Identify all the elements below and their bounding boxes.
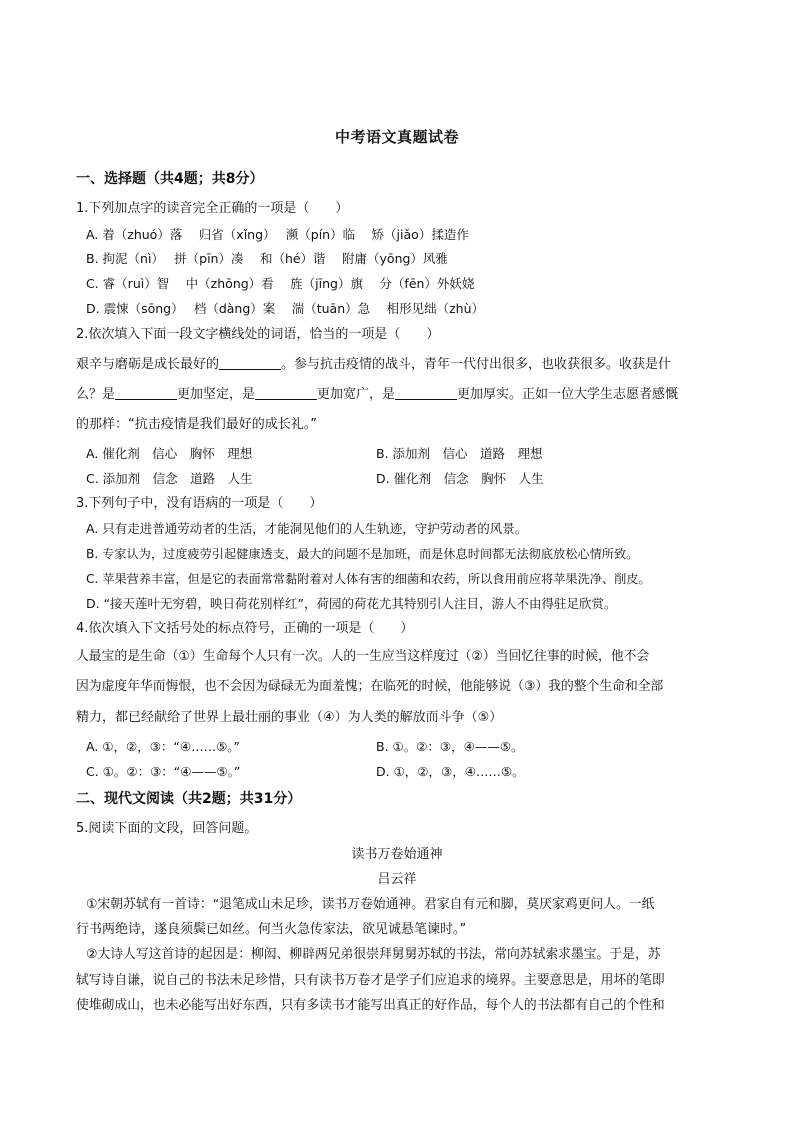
question-2-option-b: B. 添加剂 信心 道路 理想: [376, 446, 543, 461]
section-heading-choice: 一、选择题（共4题；共8分）: [76, 171, 264, 187]
passage-text: 么？是: [76, 387, 116, 402]
fill-blank: [255, 385, 317, 400]
fill-blank: [219, 355, 281, 370]
question-4-passage-line-1: 人最宝的是生命（①）生命每个人只有一次。人的一生应当这样度过（②）当回忆往事的时候，他不会: [76, 649, 650, 664]
question-2-passage-line-3: 的那样：“抗击疫情是我们最好的成长礼。”: [76, 417, 317, 432]
passage-text: 更加宽广，是: [317, 387, 396, 402]
question-4-option-a: A. ①，②，③：“④……⑤。”: [86, 739, 241, 754]
passage-text: 。参与抗击疫情的战斗，青年一代付出很多，也收获很多。收获是什: [281, 357, 672, 372]
question-1-stem: 1.下列加点字的读音完全正确的一项是（ ）: [76, 201, 349, 216]
question-1-option-a: A. 着（zhuó）落 归省（xǐng） 濒（pín）临 矫（jiǎo）揉造作: [86, 227, 469, 242]
article-paragraph-2-line-2: 轼写诗自谦，说自己的书法未足珍惜，只有读书万卷才是学子们应追求的境界。主要意思是，用坏的笔即: [76, 973, 665, 988]
question-2-option-d: D. 催化剂 信念 胸怀 人生: [376, 471, 544, 486]
question-2-passage-line-1: [76, 355, 720, 374]
fill-blank: [115, 385, 177, 400]
question-3-option-a: A. 只有走进普通劳动者的生活，才能洞见他们的人生轨迹，守护劳动者的风景。: [86, 521, 528, 536]
question-3-stem: 3.下列句子中，没有语病的一项是（ ）: [76, 496, 323, 511]
question-4-passage-line-3: 精力，都已经献给了世界上最壮丽的事业（④）为人类的解放而斗争（⑤）: [76, 710, 503, 725]
passage-text: 更加厚实。正如一位大学生志愿者感慨: [457, 387, 679, 402]
article-paragraph-2-line-1: ②大诗人写这首诗的起因是：柳闳、柳辟两兄弟很崇拜舅舅苏轼的书法，常向苏轼索求墨宝。于是，苏: [86, 947, 661, 962]
passage-text: 艰辛与磨砺是成长最好的: [76, 357, 220, 372]
passage-text: 更加坚定，是: [177, 387, 256, 402]
fill-blank: [395, 385, 457, 400]
question-4-stem: 4.依次填入下文括号处的标点符号，正确的一项是（ ）: [76, 621, 414, 636]
question-1-option-d: D. 震悚（sōng） 档（dàng）案 湍（tuān）急 相形见绌（zhù）: [86, 301, 485, 316]
question-2-option-a: A. 催化剂 信心 胸怀 理想: [86, 446, 253, 461]
question-2-passage-line-2: [76, 385, 720, 404]
question-4-option-c: C. ①。②：③：“④——⑤。”: [86, 764, 241, 779]
article-paragraph-1-line-2: 行书两绝诗，遂良须鬓已如丝。何当火急传家法，欲见诚悬笔谏时。”: [76, 922, 467, 937]
article-author: 吕云祥: [377, 872, 417, 887]
section-heading-reading: 二、现代文阅读（共2题；共31分）: [76, 791, 302, 807]
article-paragraph-2-line-3: 使堆砌成山，也未必能写出好东西，只有多读书才能写出真正的好作品，每个人的书法都有自己的个性和: [76, 998, 665, 1013]
article-title: 读书万卷始通神: [351, 847, 443, 862]
question-4-option-b: B. ①。②：③，④——⑤。: [376, 739, 524, 754]
question-5-stem: 5.阅读下面的文段，回答问题。: [76, 821, 258, 836]
question-3-option-d: D. “接天莲叶无穷碧，映日荷花别样红”，荷园的荷花尤其特别引人注目，游人不由得驻足欣赏。: [86, 596, 617, 611]
question-1-option-b: B. 拘泥（nì） 拼（pīn）凑 和（hé）谐 附庸（yōng）风雅: [86, 251, 448, 266]
page-title: 中考语文真题试卷: [334, 128, 459, 146]
article-paragraph-1-line-1: ①宋朝苏轼有一首诗：“退笔成山未足珍，读书万卷始通神。君家自有元和脚，莫厌家鸡更问人。一纸: [86, 897, 655, 912]
question-2-stem: 2.依次填入下面一段文字横线处的词语，恰当的一项是（ ）: [76, 327, 440, 342]
question-3-option-b: B. 专家认为，过度疲劳引起健康透支，最大的问题不是加班，而是休息时间都无法彻底放松心情所致。: [86, 547, 639, 561]
question-2-option-c: C. 添加剂 信念 道路 人生: [86, 471, 253, 486]
question-3-option-c: C. 苹果营养丰富，但是它的表面常常黏附着对人体有害的细菌和农药，所以食用前应将苹果洗净、削皮。: [86, 572, 651, 586]
question-4-passage-line-2: 因为虚度年华而悔恨，也不会因为碌碌无为面羞愧；在临死的时候，他能够说（③）我的整个生命和全部: [76, 679, 664, 694]
question-1-option-c: C. 睿（ruì）智 中（zhōng）看 旌（jīng）旗 分（fēn）外妖娆: [86, 276, 475, 291]
question-4-option-d: D. ①，②，③，④……⑤。: [376, 764, 525, 779]
